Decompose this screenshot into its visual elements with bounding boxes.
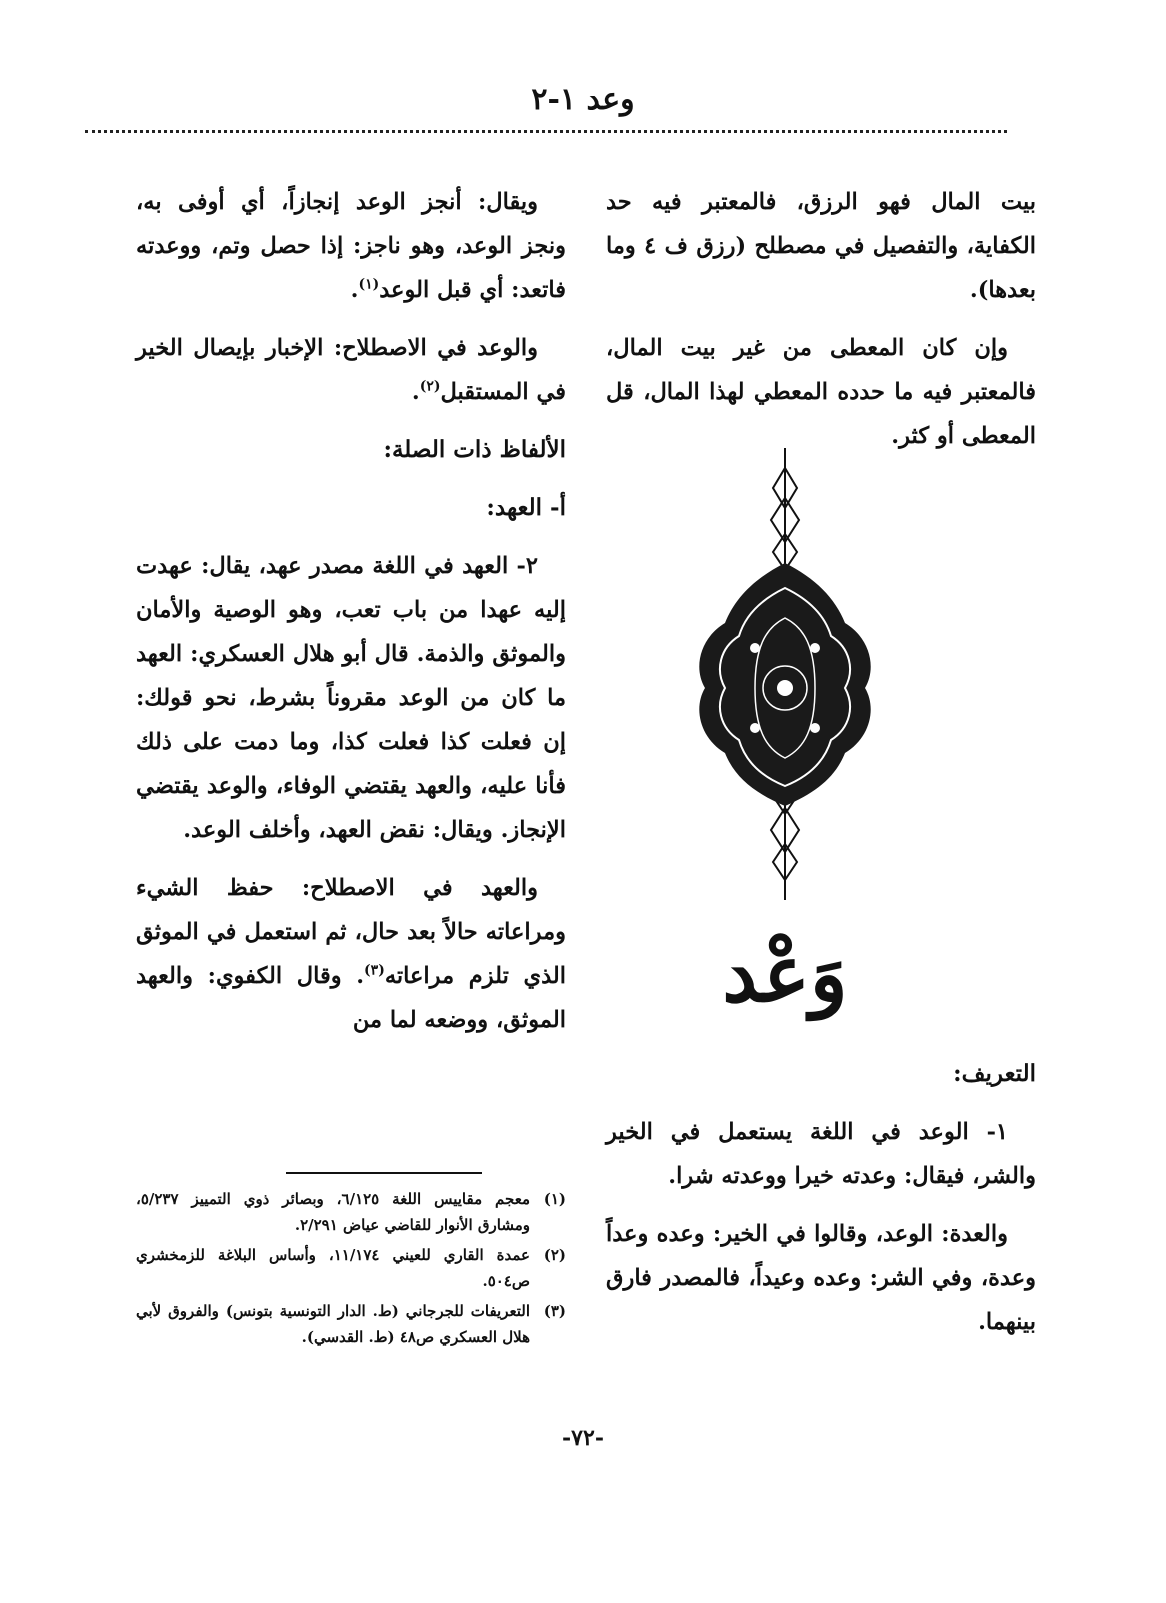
definition-paragraph-1: ١- الوعد في اللغة يستعمل في الخير والشر، فيقال: وعدته خيرا ووعدته شرا. bbox=[606, 1119, 1036, 1189]
left-paragraph-1: ويقال: أنجز الوعد إنجازاً، أي أوفى به، ونجز الوعد، وهو ناجز: إذا حصل وتم، ووعدته فاتعد: أي قبل الوعد$^{(١)}$. bbox=[136, 189, 566, 303]
related-terms-heading: الألفاظ ذات الصلة: bbox=[383, 436, 566, 463]
footnote-number: (٣) bbox=[543, 1302, 566, 1320]
right-column bbox=[606, 180, 1036, 472]
footnote-item bbox=[136, 1242, 566, 1294]
right-paragraph-1: بيت المال فهو الرزق، فالمعتبر فيه حد الكفاية، والتفصيل في مصطلح (رزق ف ٤ وما بعدها). bbox=[606, 189, 1036, 303]
footnote-item bbox=[136, 1186, 566, 1238]
footnote-text: عمدة القاري للعيني ١١/١٧٤، وأساس البلاغة للزمخشري ص٥٠٤. bbox=[136, 1246, 530, 1290]
left-paragraph-1-text: ويقال: أنجز الوعد إنجازاً، أي أوفى به، ونجز الوعد، وهو ناجز: إذا حصل وتم، ووعدته فاتعد: أي قبل الوعد bbox=[136, 189, 566, 303]
footnote-ref-2: (٢) bbox=[419, 378, 441, 395]
left-paragraph-4-text: والعهد في الاصطلاح: حفظ الشيء ومراعاته حالاً بعد حال، ثم استعمل في الموثق الذي تلزم مراعاته bbox=[136, 875, 566, 989]
footnotes bbox=[136, 1186, 566, 1354]
footnote-ref-3: (٣) bbox=[364, 962, 385, 979]
left-column bbox=[136, 180, 566, 1056]
footnote-divider bbox=[286, 1172, 482, 1174]
left-paragraph-2-text: والوعد في الاصطلاح: الإخبار بإيصال الخير في المستقبل bbox=[136, 335, 566, 405]
footnote-item bbox=[136, 1298, 566, 1350]
footnote-number: (٢) bbox=[543, 1246, 566, 1264]
page-number: -٧٢- bbox=[562, 1425, 604, 1451]
left-paragraph-4 bbox=[136, 866, 566, 1042]
left-paragraph-2: والوعد في الاصطلاح: الإخبار بإيصال الخير في المستقبل$^{(٢)}$. bbox=[136, 335, 566, 405]
header-dotted-divider bbox=[85, 130, 1007, 133]
ornament-icon bbox=[685, 448, 885, 900]
definition-paragraph-2: والعدة: الوعد، وقالوا في الخير: وعده وعداً وعدة، وفي الشر: وعده وعيداً، فالمصدر فارق بينهما. bbox=[606, 1221, 1036, 1335]
page-header: وعد ١-٢ bbox=[531, 82, 635, 117]
footnote-text: معجم مقاييس اللغة ٦/١٢٥، وبصائر ذوي التمييز ٥/٢٣٧، ومشارق الأنوار للقاضي عياض ٢/٢٩١. bbox=[136, 1190, 530, 1234]
definition-heading: التعريف: bbox=[953, 1060, 1036, 1087]
left-paragraph-4-tail: . وقال الكفوي: والعهد الموثق، ووضعه لما من bbox=[136, 963, 566, 1033]
right-paragraph-2: وإن كان المعطى من غير بيت المال، فالمعتبر فيه ما حدده المعطي لهذا المال، قل المعطى أو كثر. bbox=[606, 335, 1036, 449]
footnote-ref-1: (١) bbox=[358, 276, 380, 293]
definition-section bbox=[606, 1052, 1036, 1358]
footnote-text: التعريفات للجرجاني (ط. الدار التونسية بتونس) والفروق لأبي هلال العسكري ص٤٨ (ط. القدسي). bbox=[136, 1302, 530, 1346]
subheading-al-ahd: أ- العهد: bbox=[486, 494, 566, 521]
left-paragraph-3: ٢- العهد في اللغة مصدر عهد، يقال: عهدت إليه عهدا من باب تعب، وهو الوصية والأمان والموثق والذمة. قال أبو هلال العسكري: العهد ما كان من الوعد مقروناً بشرط، نحو قولك: إن فعلت كذا فعلت كذا، وما دمت على ذلك فأنا عليه، والعهد يقتضي الوفاء، والوعد يقتضي الإنجاز. ويقال: نقض العهد، وأخلف الوعد. bbox=[136, 553, 566, 843]
footnote-number: (١) bbox=[543, 1190, 566, 1208]
entry-headword: وَعْد bbox=[722, 929, 848, 1020]
